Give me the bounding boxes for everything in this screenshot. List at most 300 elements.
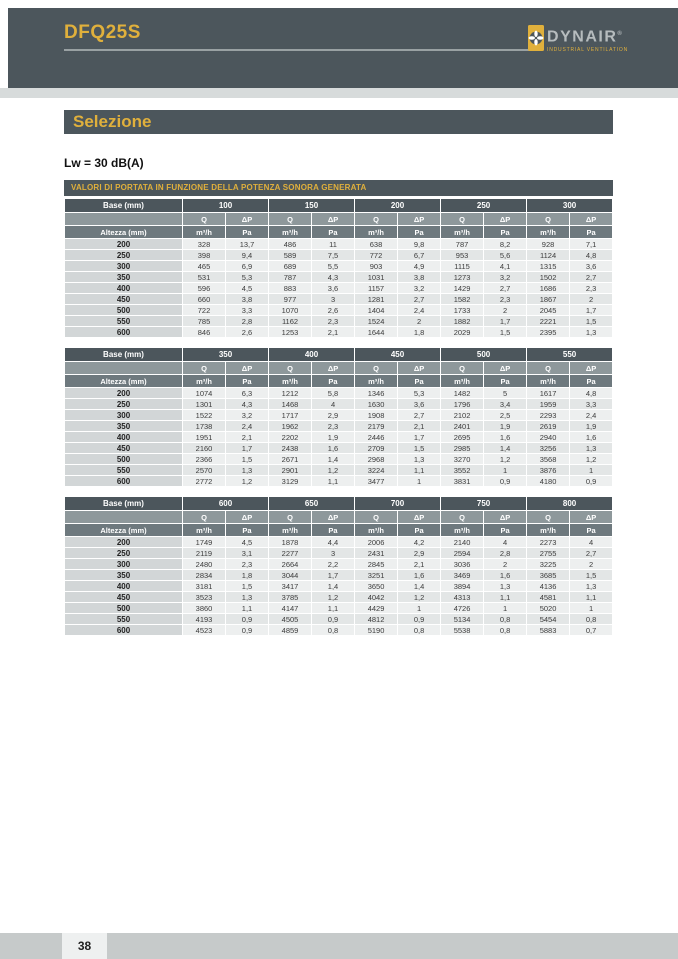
data-value: 1: [570, 603, 612, 613]
data-value: 1,2: [312, 465, 354, 475]
dp-unit: Pa: [570, 226, 612, 238]
table-row: [65, 548, 612, 558]
data-value: 2119: [183, 548, 225, 558]
data-value: 4: [484, 537, 526, 547]
section-title: Selezione: [73, 112, 152, 131]
product-code: DFQ25S: [64, 22, 141, 43]
data-value: 1,9: [312, 432, 354, 442]
page-header: [8, 8, 678, 88]
data-value: 4,2: [398, 537, 440, 547]
dynair-logo: [528, 25, 628, 53]
data-value: 4,5: [226, 283, 268, 293]
data-value: 3894: [441, 581, 483, 591]
data-value: 1115: [441, 261, 483, 271]
data-value: 1281: [355, 294, 397, 304]
data-value: 2006: [355, 537, 397, 547]
data-value: 2,8: [226, 316, 268, 326]
data-value: 1074: [183, 388, 225, 398]
table-row: [65, 327, 612, 337]
q-header: Q: [527, 213, 569, 225]
table-row: [65, 305, 612, 315]
table-row: [65, 592, 612, 602]
data-value: 1686: [527, 283, 569, 293]
data-value: 1,1: [398, 465, 440, 475]
data-value: 2,9: [312, 410, 354, 420]
q-header: Q: [355, 511, 397, 523]
altezza-value: 200: [65, 537, 182, 547]
data-value: 3568: [527, 454, 569, 464]
table-row: [65, 261, 612, 271]
data-value: 1346: [355, 388, 397, 398]
base-value: 750: [441, 497, 526, 510]
data-value: 3785: [269, 592, 311, 602]
data-value: 4726: [441, 603, 483, 613]
data-value: 1404: [355, 305, 397, 315]
dp-unit: Pa: [226, 226, 268, 238]
data-value: 2140: [441, 537, 483, 547]
data-value: 1,3: [570, 327, 612, 337]
data-value: 2,1: [312, 327, 354, 337]
page-footer: [0, 933, 678, 959]
table-banner: [64, 180, 613, 196]
data-value: 1630: [355, 399, 397, 409]
data-value: 1: [398, 603, 440, 613]
base-value: 100: [183, 199, 268, 212]
data-value: 3,4: [484, 399, 526, 409]
data-value: 398: [183, 250, 225, 260]
data-value: 2709: [355, 443, 397, 453]
data-value: 1,8: [226, 570, 268, 580]
data-value: 589: [269, 250, 311, 260]
data-value: 3,8: [398, 272, 440, 282]
data-value: 787: [441, 239, 483, 249]
data-value: 2,7: [398, 294, 440, 304]
data-value: 1617: [527, 388, 569, 398]
data-value: 1,3: [570, 443, 612, 453]
data-value: 1: [570, 465, 612, 475]
data-value: 2901: [269, 465, 311, 475]
data-value: 3: [312, 548, 354, 558]
q-unit: m³/h: [355, 524, 397, 536]
data-value: 6,9: [226, 261, 268, 271]
data-value: 2570: [183, 465, 225, 475]
header-strip: [0, 88, 678, 98]
data-value: 2160: [183, 443, 225, 453]
data-value: 2,3: [312, 316, 354, 326]
data-value: 3,2: [398, 283, 440, 293]
altezza-value: 200: [65, 388, 182, 398]
data-value: 2446: [355, 432, 397, 442]
data-value: 3876: [527, 465, 569, 475]
table-banner-text: VALORI DI PORTATA IN FUNZIONE DELLA POTENZA SONORA GENERATA: [71, 183, 367, 192]
section-title-bar: [64, 110, 613, 134]
data-value: 4313: [441, 592, 483, 602]
q-unit: m³/h: [183, 524, 225, 536]
spacer-cell: [65, 362, 182, 374]
data-value: 1867: [527, 294, 569, 304]
data-value: 787: [269, 272, 311, 282]
data-value: 1212: [269, 388, 311, 398]
dp-header: ΔP: [226, 511, 268, 523]
altezza-value: 600: [65, 625, 182, 635]
data-value: 5134: [441, 614, 483, 624]
base-value: 550: [527, 348, 612, 361]
q-unit: m³/h: [183, 226, 225, 238]
data-value: 1,1: [570, 592, 612, 602]
data-value: 1582: [441, 294, 483, 304]
q-header: Q: [441, 511, 483, 523]
table-row: [65, 581, 612, 591]
data-value: 5: [484, 388, 526, 398]
data-value: 5190: [355, 625, 397, 635]
data-value: 1908: [355, 410, 397, 420]
q-unit: m³/h: [527, 375, 569, 387]
data-value: 1,7: [398, 432, 440, 442]
dp-header: ΔP: [484, 511, 526, 523]
data-value: 1,2: [570, 454, 612, 464]
data-value: 1738: [183, 421, 225, 431]
data-value: 1,2: [226, 476, 268, 486]
data-value: 2: [570, 559, 612, 569]
data-value: 2,5: [484, 410, 526, 420]
data-value: 3224: [355, 465, 397, 475]
data-value: 1,6: [484, 432, 526, 442]
data-value: 2,3: [312, 421, 354, 431]
q-header: Q: [183, 511, 225, 523]
table-row: [65, 454, 612, 464]
data-value: 1,1: [312, 476, 354, 486]
data-value: 1253: [269, 327, 311, 337]
data-value: 1,7: [570, 305, 612, 315]
altezza-value: 550: [65, 614, 182, 624]
data-value: 9,8: [398, 239, 440, 249]
data-value: 1,5: [226, 581, 268, 591]
altezza-value: 400: [65, 432, 182, 442]
data-value: 660: [183, 294, 225, 304]
data-value: 1031: [355, 272, 397, 282]
altezza-value: 550: [65, 465, 182, 475]
data-value: 4,1: [484, 261, 526, 271]
data-value: 3685: [527, 570, 569, 580]
dp-unit: Pa: [484, 375, 526, 387]
base-value: 600: [183, 497, 268, 510]
data-value: 1502: [527, 272, 569, 282]
altezza-value: 600: [65, 476, 182, 486]
data-value: 2431: [355, 548, 397, 558]
data-value: 2102: [441, 410, 483, 420]
base-label: Base (mm): [65, 497, 182, 510]
table-row: [65, 272, 612, 282]
spacer-cell: [65, 213, 182, 225]
table-row: [65, 625, 612, 635]
dp-unit: Pa: [312, 375, 354, 387]
data-value: 3,6: [312, 283, 354, 293]
flow-table-3: [64, 496, 613, 636]
altezza-value: 200: [65, 239, 182, 249]
table-row: [65, 388, 612, 398]
data-value: 1315: [527, 261, 569, 271]
q-header: Q: [269, 362, 311, 374]
flow-table-2: [64, 347, 613, 487]
data-value: 2985: [441, 443, 483, 453]
dp-header: ΔP: [226, 362, 268, 374]
table-row: [65, 316, 612, 326]
table-row: [65, 421, 612, 431]
header-rule: [64, 49, 542, 51]
data-value: 1,5: [398, 443, 440, 453]
data-value: 4581: [527, 592, 569, 602]
data-value: 1,3: [226, 592, 268, 602]
data-value: 8,2: [484, 239, 526, 249]
condition-label: Lw = 30 dB(A): [64, 156, 144, 170]
data-value: 3036: [441, 559, 483, 569]
data-value: 1: [484, 603, 526, 613]
table-row: [65, 443, 612, 453]
data-value: 2,3: [226, 559, 268, 569]
dp-header: ΔP: [484, 213, 526, 225]
data-value: 3477: [355, 476, 397, 486]
data-value: 7,5: [312, 250, 354, 260]
data-value: 689: [269, 261, 311, 271]
table-row: [65, 603, 612, 613]
data-value: 1: [484, 465, 526, 475]
data-value: 2940: [527, 432, 569, 442]
data-value: 2619: [527, 421, 569, 431]
data-value: 2366: [183, 454, 225, 464]
data-value: 2,7: [398, 410, 440, 420]
dp-unit: Pa: [484, 226, 526, 238]
data-value: 2671: [269, 454, 311, 464]
data-value: 2,9: [398, 548, 440, 558]
spacer-cell: [65, 511, 182, 523]
data-value: 1717: [269, 410, 311, 420]
altezza-value: 500: [65, 305, 182, 315]
dp-unit: Pa: [226, 375, 268, 387]
data-value: 1,6: [312, 443, 354, 453]
data-value: 1,3: [570, 581, 612, 591]
data-value: 1,6: [484, 570, 526, 580]
data-value: 4,3: [226, 399, 268, 409]
data-value: 903: [355, 261, 397, 271]
data-value: 953: [441, 250, 483, 260]
data-value: 1: [398, 476, 440, 486]
table-row: [65, 614, 612, 624]
data-value: 2: [570, 294, 612, 304]
data-value: 2: [398, 316, 440, 326]
altezza-value: 600: [65, 327, 182, 337]
data-value: 1,9: [570, 421, 612, 431]
data-value: 0,8: [398, 625, 440, 635]
table-row: [65, 537, 612, 547]
data-value: 1959: [527, 399, 569, 409]
data-value: 1882: [441, 316, 483, 326]
data-value: 0,9: [312, 614, 354, 624]
data-value: 2293: [527, 410, 569, 420]
base-value: 400: [269, 348, 354, 361]
data-value: 1,3: [484, 581, 526, 591]
data-value: 722: [183, 305, 225, 315]
q-header: Q: [355, 213, 397, 225]
data-value: 0,8: [570, 614, 612, 624]
table-row: [65, 239, 612, 249]
data-value: 4,3: [312, 272, 354, 282]
data-value: 1,8: [398, 327, 440, 337]
dp-header: ΔP: [398, 511, 440, 523]
data-value: 465: [183, 261, 225, 271]
data-value: 4523: [183, 625, 225, 635]
altezza-value: 250: [65, 548, 182, 558]
q-unit: m³/h: [441, 524, 483, 536]
table-row: [65, 432, 612, 442]
data-value: 4859: [269, 625, 311, 635]
data-value: 3552: [441, 465, 483, 475]
data-value: 1482: [441, 388, 483, 398]
data-value: 3,2: [484, 272, 526, 282]
data-value: 846: [183, 327, 225, 337]
data-value: 2,2: [312, 559, 354, 569]
data-value: 2: [484, 559, 526, 569]
data-value: 1,4: [312, 581, 354, 591]
table-row: [65, 410, 612, 420]
data-value: 2277: [269, 548, 311, 558]
data-value: 2395: [527, 327, 569, 337]
data-value: 1,2: [398, 592, 440, 602]
data-value: 928: [527, 239, 569, 249]
altezza-value: 450: [65, 443, 182, 453]
data-value: 3044: [269, 570, 311, 580]
altezza-value: 500: [65, 603, 182, 613]
data-value: 3831: [441, 476, 483, 486]
data-value: 2045: [527, 305, 569, 315]
data-value: 0,9: [484, 476, 526, 486]
base-value: 450: [355, 348, 440, 361]
data-value: 2594: [441, 548, 483, 558]
data-value: 2202: [269, 432, 311, 442]
data-value: 2,7: [484, 283, 526, 293]
data-value: 4042: [355, 592, 397, 602]
data-value: 2695: [441, 432, 483, 442]
data-value: 1644: [355, 327, 397, 337]
q-unit: m³/h: [527, 226, 569, 238]
data-value: 13,7: [226, 239, 268, 249]
fan-icon: [528, 25, 544, 51]
altezza-value: 450: [65, 294, 182, 304]
data-value: 2772: [183, 476, 225, 486]
altezza-label: Altezza (mm): [65, 524, 182, 536]
data-value: 883: [269, 283, 311, 293]
data-value: 1,4: [398, 581, 440, 591]
dp-unit: Pa: [398, 226, 440, 238]
altezza-value: 300: [65, 559, 182, 569]
data-value: 5,8: [312, 388, 354, 398]
altezza-value: 250: [65, 399, 182, 409]
data-value: 2,4: [226, 421, 268, 431]
registered-mark: ®: [617, 31, 624, 37]
data-value: 1796: [441, 399, 483, 409]
data-value: 2834: [183, 570, 225, 580]
logo-tagline: INDUSTRIAL VENTILATION: [547, 47, 628, 54]
data-value: 1524: [355, 316, 397, 326]
q-header: Q: [269, 511, 311, 523]
data-value: 3,6: [570, 261, 612, 271]
altezza-value: 250: [65, 250, 182, 260]
data-value: 2179: [355, 421, 397, 431]
altezza-label: Altezza (mm): [65, 226, 182, 238]
data-value: 4: [312, 399, 354, 409]
data-value: 1,4: [484, 443, 526, 453]
base-value: 200: [355, 199, 440, 212]
data-value: 4,4: [312, 537, 354, 547]
data-value: 3225: [527, 559, 569, 569]
data-value: 4,5: [226, 537, 268, 547]
data-value: 2,7: [570, 272, 612, 282]
data-value: 5538: [441, 625, 483, 635]
data-value: 1951: [183, 432, 225, 442]
data-value: 5883: [527, 625, 569, 635]
data-value: 3129: [269, 476, 311, 486]
data-value: 3417: [269, 581, 311, 591]
dp-header: ΔP: [484, 362, 526, 374]
data-value: 5,6: [484, 250, 526, 260]
dp-header: ΔP: [312, 362, 354, 374]
dp-unit: Pa: [484, 524, 526, 536]
altezza-value: 300: [65, 410, 182, 420]
data-value: 1273: [441, 272, 483, 282]
data-value: 2,1: [398, 421, 440, 431]
data-value: 5,3: [398, 388, 440, 398]
table-row: [65, 570, 612, 580]
data-value: 2221: [527, 316, 569, 326]
q-unit: m³/h: [269, 375, 311, 387]
data-value: 3,3: [226, 305, 268, 315]
data-value: 1,5: [570, 570, 612, 580]
base-label: Base (mm): [65, 199, 182, 212]
data-value: 6,3: [226, 388, 268, 398]
data-value: 4,8: [570, 250, 612, 260]
data-value: 2480: [183, 559, 225, 569]
data-value: 3251: [355, 570, 397, 580]
q-header: Q: [355, 362, 397, 374]
data-value: 2: [484, 305, 526, 315]
data-value: 2,4: [570, 410, 612, 420]
data-value: 2029: [441, 327, 483, 337]
data-value: 1,1: [226, 603, 268, 613]
q-header: Q: [269, 213, 311, 225]
data-value: 3270: [441, 454, 483, 464]
data-value: 0,9: [226, 614, 268, 624]
altezza-value: 350: [65, 421, 182, 431]
data-value: 3181: [183, 581, 225, 591]
data-value: 2664: [269, 559, 311, 569]
data-value: 2,1: [226, 432, 268, 442]
data-value: 5020: [527, 603, 569, 613]
data-value: 4,9: [398, 261, 440, 271]
base-label: Base (mm): [65, 348, 182, 361]
data-value: 1522: [183, 410, 225, 420]
altezza-value: 350: [65, 272, 182, 282]
data-value: 3,8: [226, 294, 268, 304]
table-row: [65, 250, 612, 260]
table-row: [65, 559, 612, 569]
q-header: Q: [527, 362, 569, 374]
data-value: 1962: [269, 421, 311, 431]
dp-unit: Pa: [226, 524, 268, 536]
altezza-value: 550: [65, 316, 182, 326]
data-value: 1,1: [484, 592, 526, 602]
dp-header: ΔP: [312, 511, 354, 523]
base-value: 700: [355, 497, 440, 510]
data-value: 1429: [441, 283, 483, 293]
